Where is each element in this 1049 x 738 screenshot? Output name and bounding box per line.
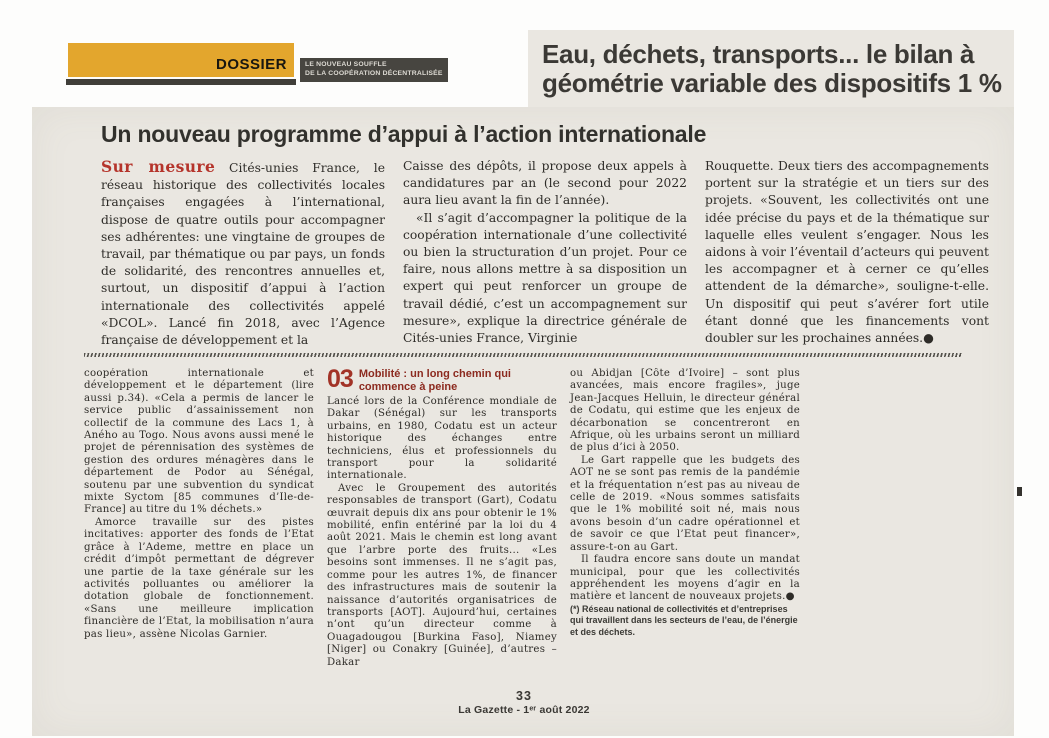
body-paragraph: Le Gart rappelle que les budgets des AOT ne se sont pas remis de la pandémie et la fréquentation n’est pas au niveau de celle de 2019. «Nous sommes satisfaits que le 1% mobilité soit né, mais nous avons besoin d’un cadre opérationnel et de savoir ce que l’Etat peut financer», assure-t-on au Gart.: [570, 454, 800, 553]
article-paragraph: Caisse des dépôts, il propose deux appels à candidatures par an (le second pour 2022 aura lieu avant la fin de l’année).: [403, 159, 687, 208]
dossier-label: DOSSIER: [215, 56, 287, 73]
item-heading: Mobilité : un long chemin qui commence à peine: [358, 368, 511, 393]
article-paragraph: [101, 158, 385, 349]
item-03-header: [327, 368, 557, 393]
article-title: Un nouveau programme d’appui à l’action internationale: [101, 121, 707, 147]
body-paragraph: Il faudra encore sans doute un mandat municipal, pour que les collectivités appréhendent les moyens d’agir en la matière et lancent de nouveaux projets.●: [570, 554, 800, 603]
dossier-series-badge: [300, 58, 448, 82]
article-column-3: [705, 158, 989, 354]
body-paragraph: Avec le Groupement des autorités responsables de transport (Gart), Codatu œuvrait depuis dix ans pour obtenir le 1% mobilité, enfin entériné par la loi du 4 août 2021. Mais le chemin est long avant que l’arbre porte des fruits... «Les besoins sont immenses. Il ne s’agit pas, comme pour les autres 1%, de financer des infrastructures mais de soutenir la naissance d’autorités organisatrices de transports [AOT]. Aujourd’hui, certaines n’ont qu’un directeur comme à Ouagadougou [Burkina Faso], Niamey [Niger] ou Conakry [Guinée], d’autres – Dakar: [327, 482, 557, 668]
bottom-column-3: [570, 368, 800, 720]
dossier-banner: [68, 43, 294, 77]
page-headline: Eau, déchets, transports... le bilan à géométrie variable des dispositifs 1 %: [542, 39, 1002, 99]
publication-line: La Gazette - 1ᵉʳ août 2022: [458, 704, 590, 716]
lead-label: Sur mesure: [101, 158, 216, 176]
article-column-2: [403, 158, 687, 354]
page-number: 33: [516, 689, 532, 703]
item-number: 03: [327, 368, 353, 393]
body-paragraph: ou Abidjan [Côte d’Ivoire] – sont plus avancées, mais encore fragiles», juge Jean-Jacques Helluin, le directeur général de Codatu, qui estime que les enjeux de décarbonation se concentreront en Afrique, où les urbains seront un milliard de plus d’ici à 2050.: [570, 368, 800, 454]
scan-artifact: [1017, 487, 1022, 496]
article-column-1: [101, 158, 385, 354]
badge-line-2: DE LA COOPÉRATION DÉCENTRALISÉE: [305, 69, 443, 77]
badge-line-1: LE NOUVEAU SOUFFLE: [305, 61, 387, 68]
article-text: Cités-unies France, le réseau historique des collectivités locales françaises engagées à l’international, dispose de quatre outils pour accompagner ses adhérentes: une vingtaine de groupes de travail, par thématique ou par pays, un fonds de solidarité, des rencontres annuelles et, surtout, un dispositif d’appui à l’action internationale des collectivités appelé «DCOL». Lancé fin 2018, avec l’Agence française de développement et la: [101, 161, 385, 348]
body-paragraph: Lancé lors de la Conférence mondiale de Dakar (Sénégal) sur les transports urbains, en 1980, Codatu est un acteur historique des échanges entre techniciens, élus et professionnels du transport pour la solidarité internationale.: [327, 396, 557, 482]
footnote: (*) Réseau national de collectivités et d’entreprises qui travaillent dans les secteurs de l’eau, de l’énergie et des déchets.: [570, 603, 798, 637]
article-paragraph: «Il s’agit d’accompagner la politique de la coopération internationale d’une collectivité ou bien la structuration d’un projet. Pour ce faire, nous allons mettre à sa disposition un expert qui peut renforcer un groupe de travail dédié, c’est un accompagnement sur mesure», explique la directrice générale de Cités-unies France, Virginie: [403, 210, 687, 346]
page-footer: [84, 689, 964, 716]
article-columns: [101, 158, 989, 354]
body-paragraph: coopération internationale et développement et le département (lire aussi p.34). «Cela a permis de lancer le service public d’assainissement non collectif de la commune des Lacs 1, à Aného au Togo. Nous avons aussi mené le projet de pérennisation des systèmes de gestion des ordures ménagères dans le département de Podor au Sénégal, soutenu par une subvention du syndicat mixte Syctom [85 communes d’Ile-de-France] au titre du 1% déchets.»: [84, 368, 314, 516]
bottom-column-2: [327, 368, 557, 720]
banner-underline: [66, 79, 296, 85]
bottom-section: [84, 368, 800, 720]
article-paragraph: Rouquette. Deux tiers des accompagnements portent sur la stratégie et un tiers sur des projets. «Souvent, les collectivités ont une idée précise du pays et de la thématique sur laquelle elles veulent s’engager. Nous les aidons à voir l’éventail d’acteurs qui peuvent les accompagner et à cerner ce qu’elles attendent de la démarche», souligne-t-elle. Un dispositif qui peut s’avérer fort utile étant donné que les financements vont doubler sur les prochaines années.●: [705, 159, 989, 346]
body-paragraph: Amorce travaille sur des pistes incitatives: apporter des fonds de l’Etat grâce à l’Ademe, mettre en place un crédit d’impôt permettant de dégrever une partie de la taxe générale sur les activités polluantes ou améliorer la dotation globale de fonctionnement. «Sans une meilleure implication financière de l’Etat, la mobilisation n’aura pas lieu», assène Nicolas Garnier.: [84, 516, 314, 640]
section-divider: [84, 353, 962, 357]
bottom-column-1: [84, 368, 314, 720]
